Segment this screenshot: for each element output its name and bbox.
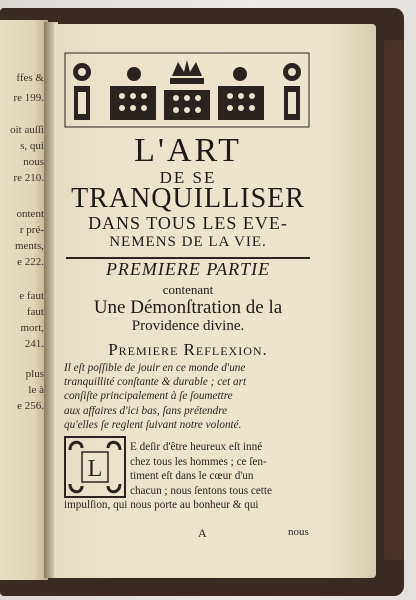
italic-line: conſiſte principalement à ſe ſoumettre	[64, 390, 233, 403]
left-page-fragment: le à	[28, 384, 44, 396]
left-page-fragment: plus	[25, 368, 44, 380]
title-line-tranquilliser: TRANQUILLISER	[71, 183, 305, 214]
reflexion-heading: Premiere Reflexion.	[108, 340, 268, 359]
body-line: E deſir d'être heureux eſt inné	[130, 441, 263, 453]
title-line-art: L'ART	[134, 132, 242, 169]
body-line: chacun ; nous ſentons tous cette	[130, 484, 272, 497]
left-page-fragment: 241.	[24, 338, 44, 350]
dropcap-letter: L	[87, 456, 103, 482]
body-paragraph	[130, 440, 322, 498]
italic-line: Il eſt poſſible de jouir en ce monde d'une	[64, 362, 246, 374]
part-heading: PREMIERE PARTIE	[105, 259, 271, 279]
body-line: chez tous les hommes ; ce ſen-	[130, 455, 267, 468]
decorated-initial-icon	[64, 436, 126, 498]
title-line-de-se: DE SE	[159, 168, 217, 187]
left-page-fragment: ontent	[16, 208, 44, 220]
title-line-nemens: NEMENS DE LA VIE.	[109, 234, 267, 250]
left-page	[0, 20, 48, 580]
providence-line: Providence divine.	[131, 318, 245, 334]
left-page-fragment: re 210.	[13, 172, 44, 184]
body-line: timent eſt dans le cœur d'un	[130, 470, 254, 483]
italic-line: aux affaires d'ici bas, ſans prétendre	[64, 404, 228, 417]
italic-line: tranquillité conſtante & durable ; cet art	[64, 376, 247, 389]
body-line: impulſion, qui nous porte au bonheur & qui	[64, 499, 259, 511]
italic-line: qu'elles ſe reglent ſuivant notre volonté.	[64, 418, 242, 431]
left-page-fragment: s, qui	[20, 140, 44, 152]
demonstration-line: Une Démonſtration de la	[93, 297, 283, 318]
book-cover-edge	[384, 40, 404, 560]
title-line-dans: DANS TOUS LES EVE-	[88, 213, 288, 233]
left-page-fragment: mort,	[20, 322, 44, 334]
left-page-fragment: e 222.	[17, 256, 44, 268]
contenant-line: contenant	[162, 282, 214, 297]
italic-summary	[64, 361, 316, 432]
catchword: nous	[288, 526, 309, 538]
left-page-fragment: faut	[26, 306, 44, 318]
left-page-fragment: ffes &	[16, 72, 44, 84]
left-page-fragment: e 256.	[17, 400, 44, 412]
left-page-fragment: oit auſſi	[10, 124, 44, 136]
left-page-fragment: re 199.	[13, 92, 44, 104]
left-page-fragment: r pré-	[19, 224, 44, 236]
left-page-fragment: e faut	[19, 290, 44, 302]
headpiece-ornament-icon	[64, 52, 310, 128]
left-page-fragment: nous	[23, 156, 44, 168]
signature-mark: A	[198, 526, 207, 540]
left-page-fragment: ments,	[14, 240, 44, 252]
body-paragraph-wide	[64, 498, 320, 513]
